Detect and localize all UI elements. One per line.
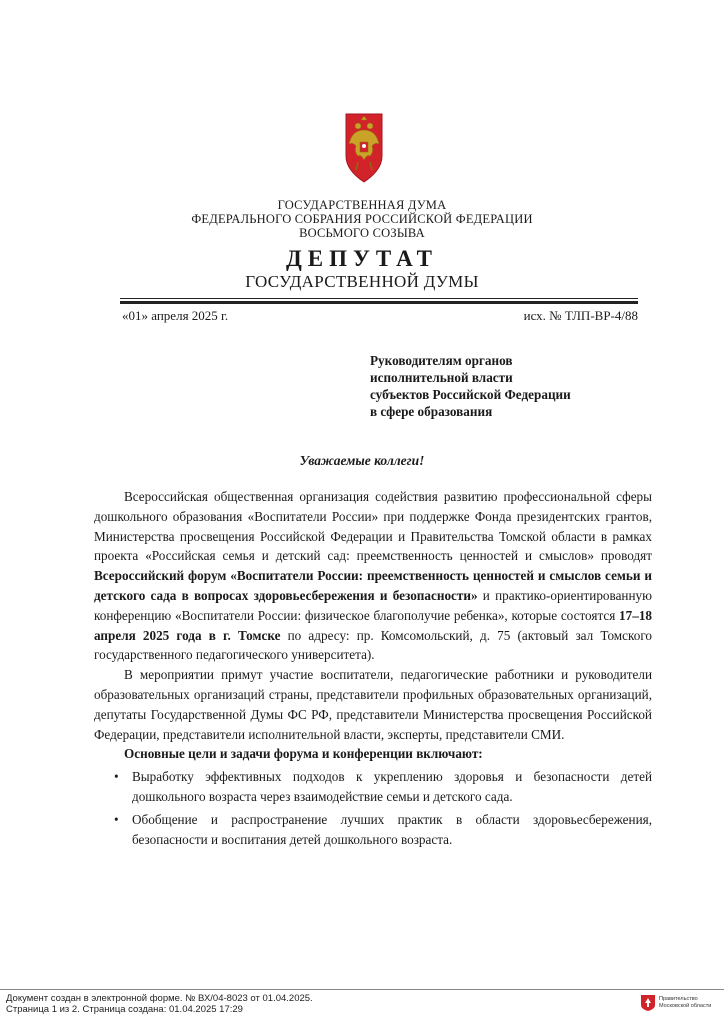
header-divider-thick [120, 301, 638, 304]
list-item [94, 810, 652, 850]
header-subtitle: ГОСУДАРСТВЕННОЙ ДУМЫ [245, 272, 479, 291]
text-run: и практико-ориентированную конференцию «Воспитатели России: физическое благополучие ребенка», которые состоятся [94, 587, 652, 623]
header-line-2: ФЕДЕРАЛЬНОГО СОБРАНИЯ РОССИЙСКОЙ ФЕДЕРАЦИИ [191, 212, 533, 226]
text-run: по адресу: пр. Комсомольский, д. 75 (актовый зал Томского государственного педагогического университета). [94, 627, 652, 663]
recipient-block [370, 352, 650, 420]
list-item [94, 767, 652, 807]
footer-logo-line: Правительство [659, 996, 698, 1002]
footer-line-2: Страница 1 из 2. Страница создана: 01.04.2025 17:29 [6, 1004, 243, 1015]
goals-heading: Основные цели и задачи форума и конференции включают: [124, 746, 483, 762]
footer-line-1: Документ создан в электронной форме. № ВХ/04-8023 от 01.04.2025. [6, 993, 313, 1004]
letter-date: «01» апреля 2025 г. [122, 308, 229, 323]
coat-of-arms-icon [344, 112, 384, 184]
recipient-line: субъектов Российской Федерации [370, 387, 571, 402]
footer-logo-line: Московской области [659, 1003, 712, 1009]
bullet-icon: • [114, 811, 119, 827]
list-item-text: Выработку эффективных подходов к укреплению здоровья и безопасности детей дошкольного возраста через взаимодействие семьи и детского сада. [132, 769, 652, 804]
header-title: ДЕПУТАТ [285, 246, 439, 271]
list-item-text: Обобщение и распространение лучших практик в области здоровьесбережения, безопасности и воспитания детей дошкольного возраста. [132, 811, 652, 847]
footer-stamp [6, 993, 313, 1015]
greeting: Уважаемые коллеги! [299, 453, 425, 468]
letter-reference: исх. № ТЛП-ВР-4/88 [523, 308, 638, 323]
paragraph-participants: В мероприятии примут участие воспитатели, педагогические работники и руководители образовательных организаций страны, представители профильных образовательных организаций, депутаты Государственной Думы ФС РФ, представители Министерства просвещения Российской Федерации, представители исполнительной власти, эксперты, представители СМИ. [94, 667, 652, 742]
header-line-3: ВОСЬМОГО СОЗЫВА [299, 226, 425, 240]
moscow-region-emblem-icon [640, 994, 656, 1012]
goals-list [94, 767, 652, 849]
recipient-line: в сфере образования [370, 404, 493, 419]
forum-title: Всероссийский форум «Воспитатели России: преемственность ценностей и смыслов семьи и детского сада в вопросах здоровьесбережения и безопасности» [94, 568, 652, 603]
footer-logo-caption [659, 996, 711, 1010]
event-date-location: 17–18 апреля 2025 года в г. Томске [94, 607, 652, 643]
recipient-line: исполнительной власти [370, 370, 513, 385]
recipient-line: Руководителям органов [370, 353, 513, 368]
paragraph-intro [94, 487, 652, 665]
bullet-icon: • [114, 769, 119, 785]
header-line-1: ГОСУДАРСТВЕННАЯ ДУМА [277, 198, 447, 212]
header-divider-thin [120, 298, 638, 299]
letter-body [94, 487, 652, 849]
text-run: Всероссийская общественная организация содействия развитию профессиональной сферы дошкольного образования «Воспитатели России» при поддержке Фонда президентских грантов, Министерства просвещения Российской Федерации и Правительства Томской области в рамках проекта «Российская семья и детский сад: преемственность ценностей и смыслов» проводят [94, 489, 652, 564]
footer-divider [0, 989, 724, 990]
